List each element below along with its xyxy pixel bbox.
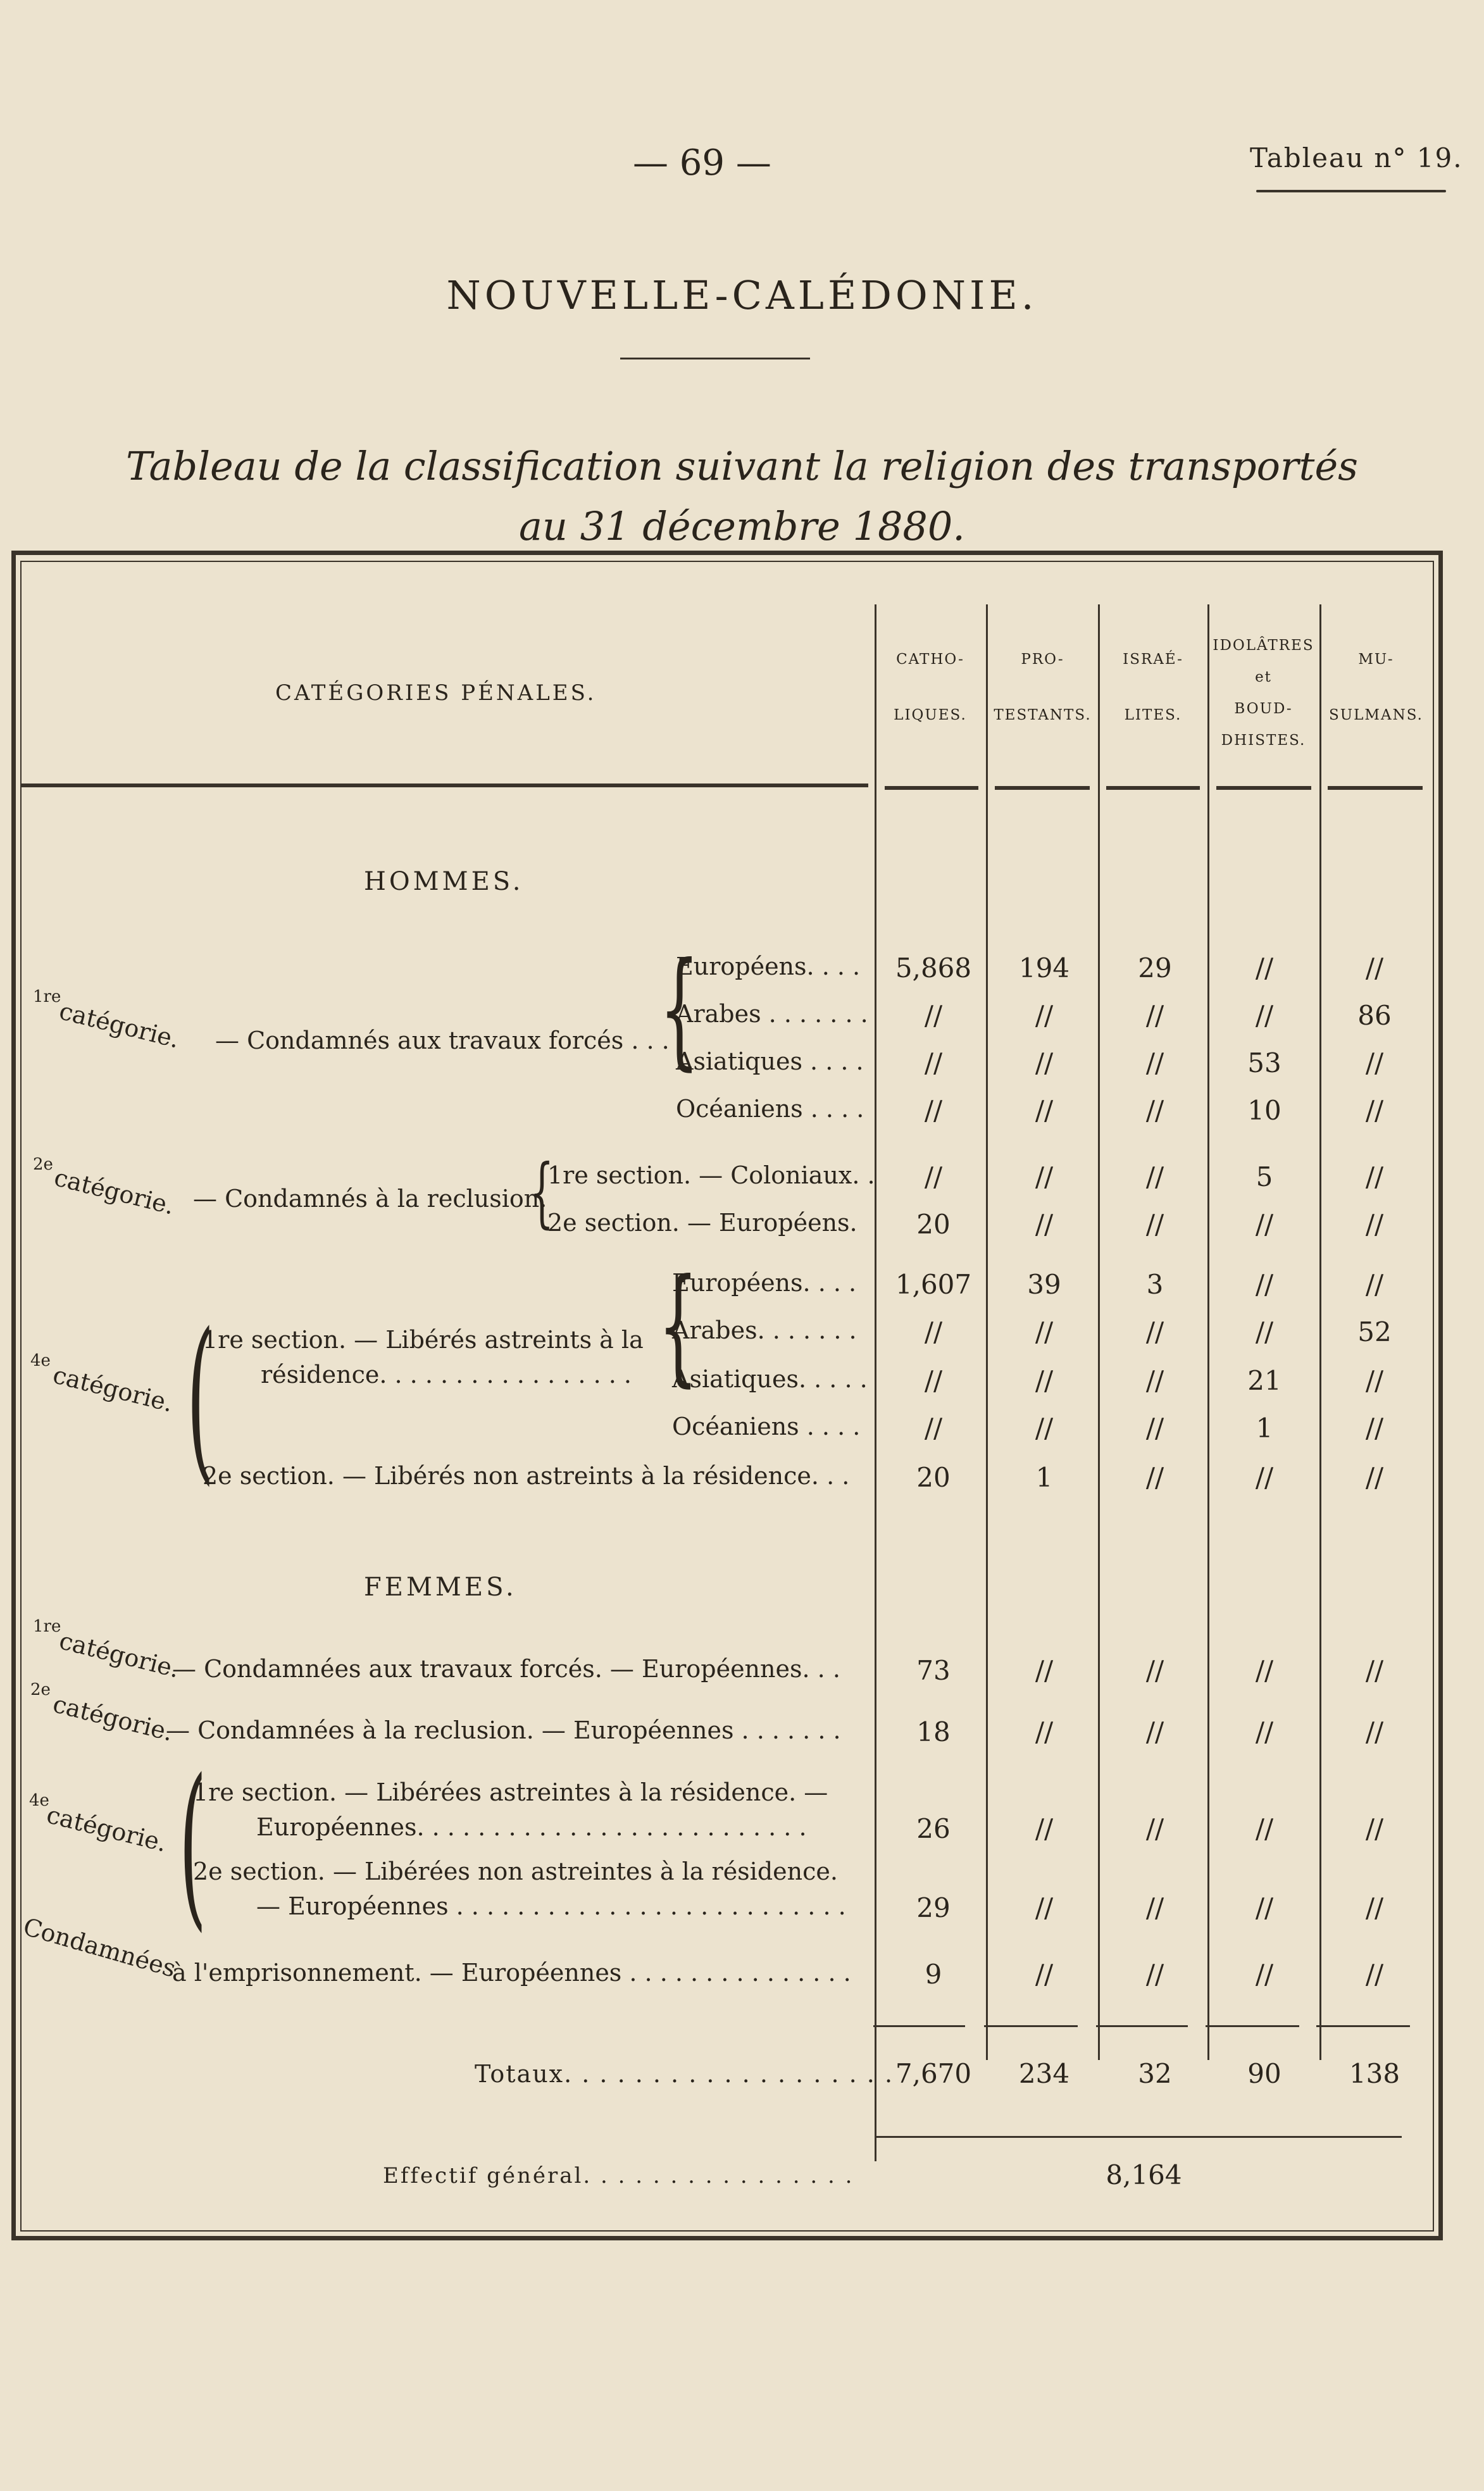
header-rule <box>1216 786 1311 790</box>
cell: // <box>1365 1365 1384 1396</box>
section-hommes: HOMMES. <box>364 867 524 896</box>
header-rule <box>1106 786 1200 790</box>
cat1-brace: { <box>659 935 700 1083</box>
totals-rule <box>1316 2025 1410 2027</box>
cat4-sup: 4e <box>30 1351 51 1370</box>
col-header-musulmans: MU- SULMANS. <box>1329 651 1423 723</box>
column-rule <box>1319 604 1321 2060</box>
cell: // <box>1035 1892 1054 1923</box>
cat4-sec1-line2: résidence. . . . . . . . . . . . . . . . . <box>261 1361 632 1389</box>
cell: // <box>1035 1413 1054 1444</box>
cat4-row-asiatiques: Asiatiques. . . . . <box>672 1365 868 1393</box>
cell: 29 <box>916 1892 951 1923</box>
categories-header: CATÉGORIES PÉNALES. <box>275 680 597 706</box>
cell: // <box>1255 1959 1274 1990</box>
cat4-sec2-label: 2e section. — Libérés non astreints à la résidence. . . <box>203 1462 850 1490</box>
cat1-row-arabes: Arabes . . . . . . . <box>676 1000 868 1028</box>
header-rule <box>995 786 1090 790</box>
cat2-row-europeens: 2e section. — Européens. <box>547 1209 857 1237</box>
header-rule <box>885 786 978 790</box>
cell: // <box>1035 1655 1054 1686</box>
cell: // <box>1145 1462 1164 1493</box>
f-cat4-sec2-line2: — Européennes . . . . . . . . . . . . . . . . . . . . . . . . . . <box>256 1892 846 1920</box>
cell: 1,607 <box>895 1269 972 1300</box>
cell: // <box>1035 1959 1054 1990</box>
totals-rule <box>1206 2025 1299 2027</box>
cell: // <box>924 1365 943 1396</box>
total-cell: 234 <box>1018 2058 1070 2089</box>
cat1-label: catégorie. <box>56 997 183 1054</box>
table-number-rule <box>1256 190 1446 192</box>
cell: 21 <box>1247 1365 1281 1396</box>
cell: 52 <box>1357 1316 1392 1347</box>
cell: 1 <box>1035 1462 1053 1493</box>
f-emprison-lead: Condamnées <box>20 1913 179 1983</box>
cell: // <box>1255 1892 1274 1923</box>
total-cell: 7,670 <box>895 2058 972 2089</box>
f-cat4-sup: 4e <box>29 1791 49 1810</box>
cell: // <box>1365 1161 1384 1192</box>
cell: // <box>1035 1095 1054 1126</box>
cell: 20 <box>916 1209 951 1240</box>
cat4-outer-brace: ( <box>186 1295 215 1502</box>
cat4-row-oceaniens: Océaniens . . . . <box>672 1413 861 1440</box>
cell: 86 <box>1357 1000 1392 1031</box>
f-cat4-sec1-line1: 1re section. — Libérées astreintes à la résidence. — <box>193 1778 828 1806</box>
cell: // <box>1255 952 1274 983</box>
cell: // <box>924 1095 943 1126</box>
cell: // <box>1365 1269 1384 1300</box>
cell: // <box>1035 1716 1054 1747</box>
cat4-label: catégorie. <box>50 1361 177 1418</box>
effectif-rule <box>876 2136 1402 2138</box>
cell: // <box>1035 1316 1054 1347</box>
f-emprison-desc: à l'emprisonnement. — Européennes . . . . . . . . . . . . . . . <box>172 1959 851 1987</box>
cell: 26 <box>916 1813 951 1844</box>
total-cell: 32 <box>1138 2058 1172 2089</box>
cell: 10 <box>1247 1095 1281 1126</box>
column-rule <box>1207 604 1209 2060</box>
cell: 18 <box>916 1716 951 1747</box>
cell: // <box>1145 1813 1164 1844</box>
subtitle-line1: Tableau de la classification suivant la religion des transportés <box>126 443 1358 489</box>
cell: 5 <box>1256 1161 1273 1192</box>
cell: // <box>1255 1813 1274 1844</box>
cell: // <box>1145 1095 1164 1126</box>
cell: // <box>924 1413 943 1444</box>
cat1-row-oceaniens: Océaniens . . . . <box>676 1095 864 1123</box>
table-number: Tableau n° 19. <box>1250 142 1463 173</box>
f-cat2-label: catégorie. <box>50 1690 177 1747</box>
cat2-desc: — Condamnés à la reclusion. <box>193 1185 547 1213</box>
f-cat4-sec2-line1: 2e section. — Libérées non astreintes à la résidence. <box>193 1857 838 1885</box>
col-header-israelites: ISRAÉ- LITES. <box>1123 651 1183 723</box>
cat1-desc: — Condamnés aux travaux forcés . . . <box>215 1027 670 1054</box>
cat2-sup: 2e <box>33 1155 53 1174</box>
cell: // <box>1255 1000 1274 1031</box>
cell: // <box>1035 1047 1054 1078</box>
cat4-row-arabes: Arabes. . . . . . . <box>672 1316 857 1344</box>
section-femmes: FEMMES. <box>364 1573 517 1602</box>
cell: // <box>1255 1209 1274 1240</box>
cat1-row-europeens: Européens. . . . <box>676 952 861 980</box>
cell: // <box>1145 1000 1164 1031</box>
title-rule <box>620 358 810 359</box>
cell: 9 <box>925 1959 942 1990</box>
cell: // <box>1365 1655 1384 1686</box>
f-cat4-label: catégorie. <box>44 1801 170 1857</box>
cell: 194 <box>1018 952 1070 983</box>
cat4-brace: { <box>658 1252 699 1399</box>
page-number: — 69 — <box>633 142 771 184</box>
cell: // <box>1035 1161 1054 1192</box>
col-header-protestants: PRO- TESTANTS. <box>994 651 1092 723</box>
cell: // <box>1145 1716 1164 1747</box>
page-title: NOUVELLE-CALÉDONIE. <box>446 272 1038 318</box>
cell: 3 <box>1146 1269 1164 1300</box>
cat4-row-europeens: Européens. . . . <box>672 1269 857 1297</box>
column-rule <box>1098 604 1100 2060</box>
totals-rule <box>984 2025 1078 2027</box>
cell: // <box>1145 1413 1164 1444</box>
cell: // <box>1145 1892 1164 1923</box>
cell: // <box>924 1161 943 1192</box>
cat2-brace: { <box>530 1149 554 1237</box>
cell: // <box>1365 952 1384 983</box>
f-cat2-desc: — Condamnées à la reclusion. — Européennes . . . . . . . <box>166 1716 841 1744</box>
cell: // <box>1255 1269 1274 1300</box>
subtitle-line2: au 31 décembre 1880. <box>518 503 965 549</box>
column-rule <box>986 604 988 2060</box>
cell: // <box>1365 1892 1384 1923</box>
cell: 1 <box>1256 1413 1273 1444</box>
f-cat1-label: catégorie. <box>56 1626 183 1683</box>
cell: 53 <box>1247 1047 1281 1078</box>
cell: // <box>1365 1413 1384 1444</box>
cell: // <box>1255 1316 1274 1347</box>
cat1-sup: 1re <box>33 987 61 1006</box>
f-cat2-sup: 2e <box>30 1680 51 1699</box>
cell: // <box>924 1047 943 1078</box>
cell: // <box>1365 1209 1384 1240</box>
total-cell: 90 <box>1247 2058 1281 2089</box>
cat1-row-asiatiques: Asiatiques . . . . <box>676 1047 864 1075</box>
cat2-label: catégorie. <box>51 1163 178 1220</box>
effectif-label: Effectif général. . . . . . . . . . . . . . . . <box>383 2163 854 2188</box>
cell: 73 <box>916 1655 951 1686</box>
cell: // <box>1035 1209 1054 1240</box>
cell: // <box>1035 1813 1054 1844</box>
cell: // <box>1145 1161 1164 1192</box>
cell: 5,868 <box>895 952 972 983</box>
header-rule <box>20 784 868 787</box>
cell: 20 <box>916 1462 951 1493</box>
totals-label: Totaux. . . . . . . . . . . . . . . . . . . <box>475 2060 894 2088</box>
cell: // <box>1145 1959 1164 1990</box>
cell: // <box>1365 1716 1384 1747</box>
cell: 39 <box>1027 1269 1061 1300</box>
totals-rule <box>1096 2025 1188 2027</box>
cell: // <box>1365 1462 1384 1493</box>
cell: 29 <box>1138 952 1172 983</box>
cell: // <box>1365 1813 1384 1844</box>
cell: // <box>1365 1959 1384 1990</box>
cell: // <box>1255 1716 1274 1747</box>
f-cat4-sec1-line2: Européennes. . . . . . . . . . . . . . . . . . . . . . . . . . <box>256 1813 807 1841</box>
cell: // <box>924 1000 943 1031</box>
cell: // <box>1365 1095 1384 1126</box>
cell: // <box>1145 1316 1164 1347</box>
f-cat1-sup: 1re <box>33 1617 61 1636</box>
header-rule <box>1328 786 1423 790</box>
cell: // <box>1145 1209 1164 1240</box>
cell: // <box>1255 1462 1274 1493</box>
cell: // <box>1145 1365 1164 1396</box>
cell: // <box>1365 1047 1384 1078</box>
cell: // <box>1035 1000 1054 1031</box>
cat2-row-coloniaux: 1re section. — Coloniaux. . <box>547 1161 875 1189</box>
col-header-catholiques: CATHO- LIQUES. <box>894 651 967 723</box>
f-cat1-desc: — Condamnées aux travaux forcés. — Européennes. . . <box>172 1655 840 1683</box>
total-cell: 138 <box>1349 2058 1400 2089</box>
cell: // <box>1035 1365 1054 1396</box>
cell: // <box>1145 1047 1164 1078</box>
effectif-value: 8,164 <box>1106 2159 1182 2190</box>
f-cat4-brace: ( <box>178 1742 207 1948</box>
cell: // <box>924 1316 943 1347</box>
cell: // <box>1145 1655 1164 1686</box>
col-header-idolatres: IDOLÂTRES et BOUD- DHISTES. <box>1213 637 1314 749</box>
cell: // <box>1255 1655 1274 1686</box>
column-rule <box>875 604 876 2161</box>
cat4-sec1-line1: 1re section. — Libérés astreints à la <box>203 1326 644 1354</box>
totals-rule <box>873 2025 965 2027</box>
